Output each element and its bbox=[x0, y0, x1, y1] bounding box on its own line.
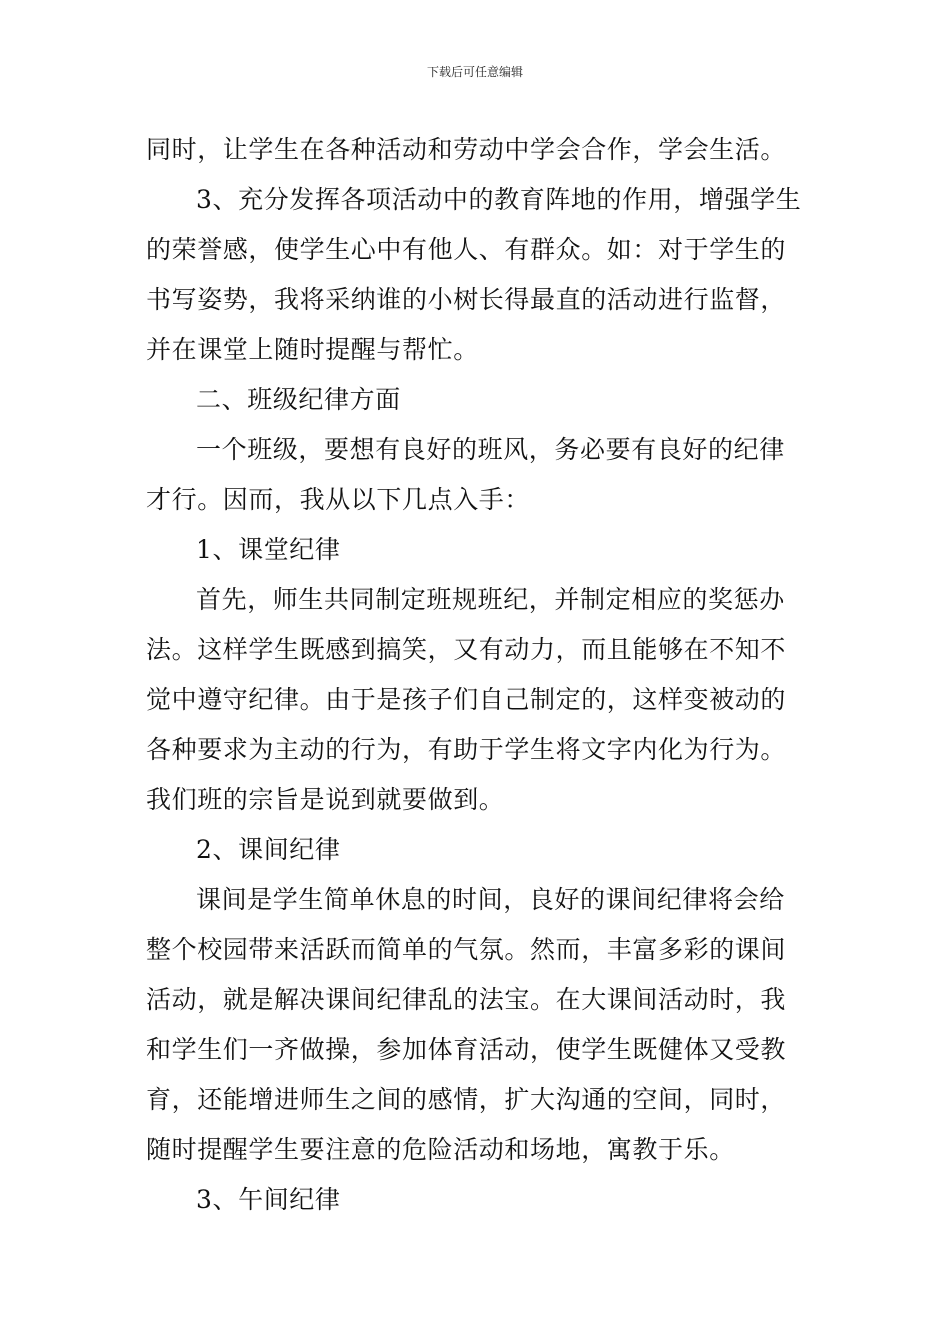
subsection-heading: 1、课堂纪律 bbox=[196, 535, 341, 564]
document-body bbox=[146, 125, 810, 1225]
body-line: 才行。因而，我从以下几点入手： bbox=[146, 485, 531, 514]
body-line: 3、充分发挥各项活动中的教育阵地的作用，增强学生 bbox=[196, 185, 802, 214]
subsection-heading: 2、课间纪律 bbox=[196, 835, 341, 864]
page-header-note: 下载后可任意编辑 bbox=[426, 65, 523, 79]
body-line: 整个校园带来活跃而简单的气氛。然而，丰富多彩的课间 bbox=[146, 935, 787, 964]
body-line: 活动，就是解决课间纪律乱的法宝。在大课间活动时，我 bbox=[146, 985, 787, 1014]
body-line: 和学生们一齐做操，参加体育活动，使学生既健体又受教 bbox=[146, 1035, 787, 1064]
body-line: 觉中遵守纪律。由于是孩子们自己制定的，这样变被动的 bbox=[146, 685, 787, 714]
body-line: 书写姿势，我将采纳谁的小树长得最直的活动进行监督， bbox=[146, 285, 787, 314]
body-line: 我们班的宗旨是说到就要做到。 bbox=[146, 785, 505, 814]
body-line: 育，还能增进师生之间的感情，扩大沟通的空间，同时， bbox=[146, 1085, 787, 1114]
body-line: 一个班级，要想有良好的班风，务必要有良好的纪律 bbox=[196, 435, 785, 464]
body-line: 首先，师生共同制定班规班纪，并制定相应的奖惩办 bbox=[196, 585, 785, 614]
body-line: 随时提醒学生要注意的危险活动和场地，寓教于乐。 bbox=[146, 1135, 735, 1164]
body-line: 各种要求为主动的行为，有助于学生将文字内化为行为。 bbox=[146, 735, 787, 764]
section-heading: 二、班级纪律方面 bbox=[196, 385, 401, 414]
subsection-heading: 3、午间纪律 bbox=[196, 1185, 341, 1214]
body-line: 法。这样学生既感到搞笑，又有动力，而且能够在不知不 bbox=[146, 635, 787, 664]
body-line: 并在课堂上随时提醒与帮忙。 bbox=[146, 335, 479, 364]
body-line: 的荣誉感，使学生心中有他人、有群众。如：对于学生的 bbox=[146, 235, 787, 264]
body-line: 同时，让学生在各种活动和劳动中学会合作，学会生活。 bbox=[146, 135, 787, 164]
body-line: 课间是学生简单休息的时间，良好的课间纪律将会给 bbox=[196, 885, 785, 914]
